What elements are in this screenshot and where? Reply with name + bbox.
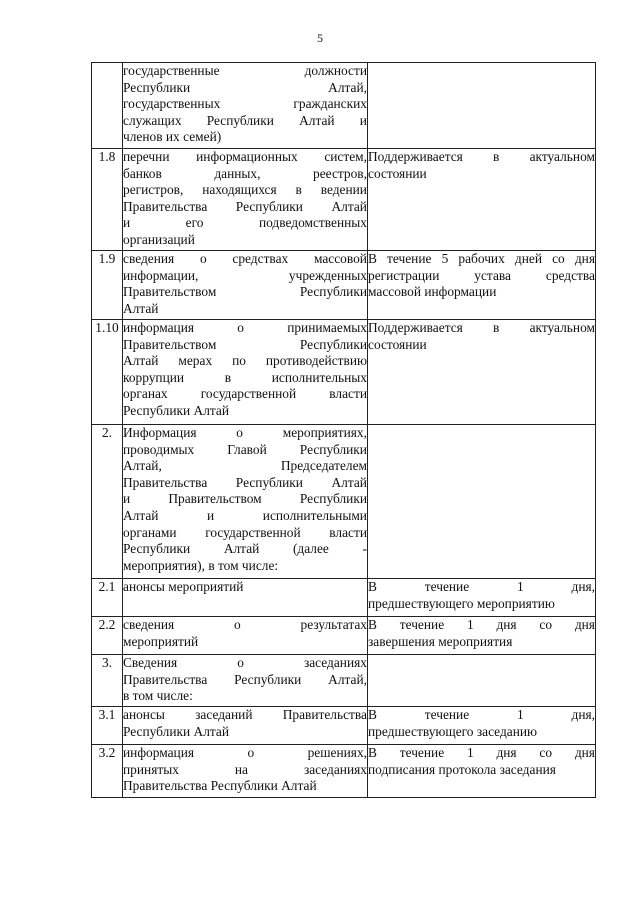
- deadline-cell: [368, 745, 596, 798]
- row-number-cell: 1.10: [92, 320, 123, 425]
- deadline-line: В течение 1 дня,: [368, 579, 595, 594]
- description-line: и его подведомственных: [123, 215, 367, 231]
- deadline-line: массовой информации: [368, 284, 497, 300]
- description-line: Правительства Республики Алтай: [123, 778, 317, 794]
- description-line: и Правительством Республики: [123, 491, 367, 507]
- deadline-line: Поддерживается в актуальном: [368, 149, 595, 164]
- deadline-cell: [368, 149, 596, 251]
- description-line: государственных гражданских: [123, 96, 367, 112]
- description-line: органах государственной власти: [123, 386, 367, 402]
- deadline-cell: [368, 655, 596, 707]
- deadline-line: регистрации устава средства: [368, 267, 595, 283]
- table-row: [92, 579, 596, 617]
- description-cell: [123, 579, 368, 617]
- table-row: [92, 655, 596, 707]
- table-row: [92, 251, 596, 320]
- description-cell: [123, 63, 368, 149]
- row-number-cell: [92, 63, 123, 149]
- description-line: Правительством Республики: [123, 284, 367, 300]
- deadline-cell: [368, 320, 596, 425]
- description-line: органами государственной власти: [123, 524, 367, 540]
- description-line: Сведения о заседаниях: [123, 655, 367, 670]
- document-table: [91, 62, 596, 798]
- description-line: перечни информационных систем,: [123, 149, 367, 164]
- table-row: [92, 707, 596, 745]
- deadline-cell: [368, 63, 596, 149]
- description-line: коррупции в исполнительных: [123, 369, 367, 385]
- description-line: Правительством Республики: [123, 336, 367, 352]
- deadline-cell: [368, 707, 596, 745]
- row-number-cell: 1.9: [92, 251, 123, 320]
- row-number-cell: 1.8: [92, 149, 123, 251]
- description-line: служащих Республики Алтай и: [123, 112, 367, 128]
- deadline-line: состоянии: [368, 336, 427, 352]
- description-line: Республики Алтай: [123, 402, 230, 418]
- description-line: Алтай мерах по противодействию: [123, 353, 367, 369]
- description-line: сведения о средствах массовой: [123, 251, 367, 266]
- deadline-cell: [368, 251, 596, 320]
- deadline-line: В течение 1 дня,: [368, 707, 595, 722]
- description-line: членов их семей): [123, 129, 222, 145]
- table-row: [92, 617, 596, 655]
- row-number-cell: 3.2: [92, 745, 123, 798]
- description-line: организаций: [123, 231, 195, 247]
- description-line: в том числе:: [123, 688, 193, 704]
- description-line: Алтай, Председателем: [123, 458, 367, 474]
- description-line: Правительства Республики Алтай: [123, 474, 367, 490]
- row-number-cell: 3.: [92, 655, 123, 707]
- deadline-line: предшествующего мероприятию: [368, 595, 555, 611]
- row-number-cell: 2.: [92, 425, 123, 579]
- deadline-cell: [368, 425, 596, 579]
- description-cell: [123, 707, 368, 745]
- description-line: Республики Алтай (далее -: [123, 541, 367, 557]
- deadline-line: предшествующего заседанию: [368, 723, 538, 739]
- description-line: Алтай и исполнительными: [123, 507, 367, 523]
- deadline-line: В течение 1 дня со дня: [368, 617, 595, 632]
- table-body: [92, 63, 596, 798]
- table-row: [92, 320, 596, 425]
- deadline-line: Поддерживается в актуальном: [368, 320, 595, 335]
- description-line: принятых на заседаниях: [123, 761, 367, 777]
- description-line: сведения о результатах: [123, 617, 367, 632]
- description-cell: [123, 251, 368, 320]
- description-cell: [123, 655, 368, 707]
- description-line: регистров, находящихся в ведении: [123, 182, 367, 198]
- description-line: Республики Алтай,: [123, 79, 367, 95]
- description-cell: [123, 425, 368, 579]
- description-line: Правительства Республики Алтай: [123, 198, 367, 214]
- description-line: анонсы мероприятий: [123, 579, 244, 594]
- table-row: [92, 63, 596, 149]
- row-number-cell: 2.2: [92, 617, 123, 655]
- deadline-line: подписания протокола заседания: [368, 761, 556, 777]
- deadline-line: завершения мероприятия: [368, 633, 513, 649]
- description-cell: [123, 745, 368, 798]
- description-line: информация о решениях,: [123, 745, 367, 760]
- deadline-line: В течение 1 дня со дня: [368, 745, 595, 760]
- description-line: мероприятий: [123, 633, 199, 649]
- row-number-cell: 2.1: [92, 579, 123, 617]
- description-line: Информация о мероприятиях,: [123, 425, 367, 440]
- table-row: [92, 425, 596, 579]
- deadline-line: В течение 5 рабочих дней со дня: [368, 251, 595, 266]
- description-cell: [123, 149, 368, 251]
- table-row: [92, 745, 596, 798]
- description-line: анонсы заседаний Правительства: [123, 707, 367, 722]
- description-line: мероприятия), в том числе:: [123, 557, 279, 573]
- description-line: проводимых Главой Республики: [123, 441, 367, 457]
- description-cell: [123, 320, 368, 425]
- description-line: информация о принимаемых: [123, 320, 367, 335]
- deadline-line: состоянии: [368, 165, 427, 181]
- description-line: государственные должности: [123, 63, 367, 78]
- description-cell: [123, 617, 368, 655]
- description-line: Алтай: [123, 300, 159, 316]
- row-number-cell: 3.1: [92, 707, 123, 745]
- description-line: информации, учрежденных: [123, 267, 367, 283]
- description-line: банков данных, реестров,: [123, 165, 367, 181]
- description-line: Республики Алтай: [123, 723, 230, 739]
- description-line: Правительства Республики Алтай,: [123, 671, 367, 687]
- deadline-cell: [368, 579, 596, 617]
- deadline-cell: [368, 617, 596, 655]
- page-number: 5: [317, 31, 323, 45]
- table-row: [92, 149, 596, 251]
